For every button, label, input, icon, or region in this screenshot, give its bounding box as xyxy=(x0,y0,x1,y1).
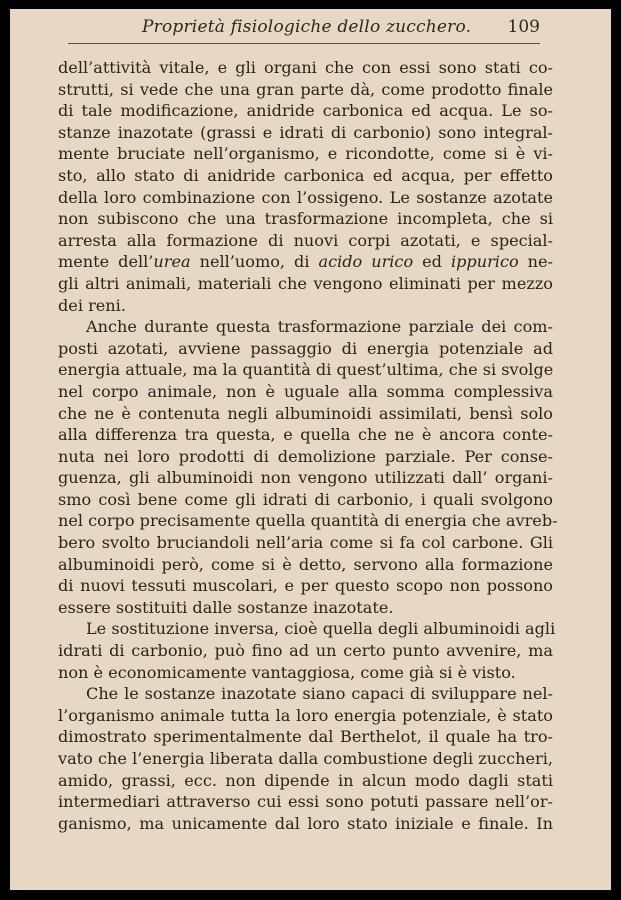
text-line: non è economicamente vantaggiosa, come già si è visto. xyxy=(58,662,516,682)
book-page xyxy=(10,9,611,890)
text-run: mente dell’ xyxy=(58,252,154,272)
text-line: sto, allo stato di anidride carbonica ed acqua, per effetto xyxy=(58,165,553,185)
text-line-with-italics xyxy=(58,251,553,273)
running-title: Proprietà fisiologiche dello zucchero. xyxy=(142,17,472,37)
text-run: nell’uomo, di xyxy=(190,252,319,272)
text-line: di tale modificazione, anidride carbonica ed acqua. Le so- xyxy=(58,101,553,121)
paragraph-2 xyxy=(58,316,558,618)
text-line: posti azotati, avviene passaggio di energia potenziale ad xyxy=(58,338,553,358)
header-rule xyxy=(68,43,540,44)
page-header xyxy=(68,17,540,43)
italic-term-urea: urea xyxy=(153,252,191,272)
text-line: idrati di carbonio, può fino ad un certo punto avvenire, ma xyxy=(58,641,553,661)
text-line: Le sostituzione inversa, cioè quella degli albuminoidi agli xyxy=(86,619,556,639)
text-line: energia attuale, ma la quantità di quest’ultima, che si svolge xyxy=(58,360,554,380)
text-line: l’organismo animale tutta la loro energia potenziale, è stato xyxy=(58,705,553,725)
text-line: nel corpo animale, non è uguale alla somma complessiva xyxy=(58,381,553,401)
text-line: stanze inazotate (grassi e idrati di carbonio) sono integral- xyxy=(58,122,553,142)
text-line: bero svolto bruciandoli nell’aria come si fa col carbone. Gli xyxy=(58,533,553,553)
text-line: smo così bene come gli idrati di carbonio, i quali svolgono xyxy=(58,489,553,509)
text-line: alla differenza tra questa, e quella che ne è ancora conte- xyxy=(58,425,553,445)
text-line: Anche durante questa trasformazione parziale dei com- xyxy=(86,317,553,337)
text-line: che ne è contenuta negli albuminoidi assimilati, bensì solo xyxy=(58,403,553,423)
text-line: dell’attività vitale, e gli organi che con essi sono stati co- xyxy=(58,58,553,77)
text-line: arresta alla formazione di nuovi corpi azotati, e special- xyxy=(58,230,553,250)
text-line: dimostrato sperimentalmente dal Berthelot, il quale ha tro- xyxy=(58,727,553,747)
paragraph-1 xyxy=(58,57,553,316)
italic-term-ippurico: ippurico xyxy=(450,252,519,272)
paragraph-4 xyxy=(58,683,553,834)
text-line: intermediari attraverso cui essi sono potuti passare nell’or- xyxy=(58,792,553,812)
text-line: vato che l’energia liberata dalla combustione degli zuccheri, xyxy=(58,749,553,768)
text-line: di nuovi tessuti muscolari, e per questo scopo non possono xyxy=(58,576,553,596)
body-text xyxy=(58,57,558,834)
text-line: della loro combinazione con l’ossigeno. Le sostanze azotate xyxy=(58,187,553,207)
text-line: mente bruciate nell’organismo, e ricondotte, come si è vi- xyxy=(58,144,553,164)
paragraph-3 xyxy=(58,618,556,683)
italic-term-acido-urico: acido urico xyxy=(318,252,414,272)
text-line: ganismo, ma unicamente dal loro stato iniziale e finale. In xyxy=(58,813,553,833)
text-line: non subiscono che una trasformazione incompleta, che si xyxy=(58,209,553,229)
text-line: nel corpo precisamente quella quantità di energia che avreb- xyxy=(58,511,558,531)
text-line: gli altri animali, materiali che vengono eliminati per mezzo xyxy=(58,273,553,293)
text-run: ne- xyxy=(518,252,553,272)
text-line: Che le sostanze inazotate siano capaci di sviluppare nel- xyxy=(86,684,553,704)
text-line: essere sostituiti dalle sostanze inazotate. xyxy=(58,597,394,617)
page-number: 109 xyxy=(507,17,540,37)
text-run: ed xyxy=(413,252,451,272)
text-line: guenza, gli albuminoidi non vengono utilizzati dall’ organi- xyxy=(58,468,553,488)
text-line: nuta nei loro prodotti di demolizione parziale. Per conse- xyxy=(58,446,553,466)
text-line: albuminoidi però, come si è detto, servono alla formazione xyxy=(58,554,553,574)
text-line: strutti, si vede che una gran parte dà, come prodotto finale xyxy=(58,79,553,99)
text-line: amido, grassi, ecc. non dipende in alcun modo dagli stati xyxy=(58,770,553,790)
text-line: dei reni. xyxy=(58,295,126,315)
